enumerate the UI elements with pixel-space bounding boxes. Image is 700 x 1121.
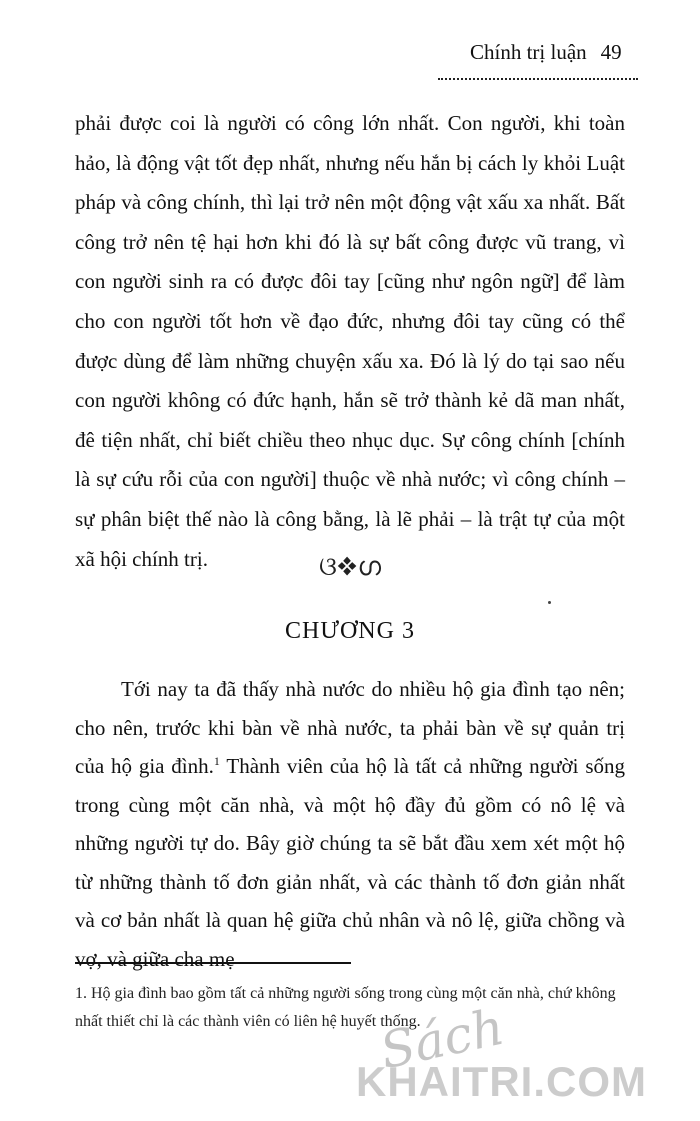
watermark-text: KHAITRI.COM (356, 1058, 647, 1105)
section-ornament: ଓ❖ഗ (319, 552, 381, 581)
chapter-paragraph (75, 670, 625, 978)
page-number: 49 (600, 40, 622, 64)
footnote (75, 980, 635, 1036)
chapter-heading: CHƯƠNG 3 (285, 618, 415, 644)
footnote-reference[interactable]: 1 (213, 754, 220, 768)
running-header (470, 40, 622, 65)
body-text (75, 104, 625, 579)
footnote-rule (75, 962, 351, 964)
continuation-paragraph: phải được coi là người có công lớn nhất. Con người, khi toàn hảo, là động vật tốt đẹp nhất, nhưng nếu hắn bị cách ly khỏi Luật pháp và công chính, thì lại trở nên một động vật xấu xa nhất. Bất công trở nên tệ hại hơn khi đó là sự bất công được vũ trang, vì con người sinh ra có được đôi tay [cũng như ngôn ngữ] để làm cho con người tốt hơn về đạo đức, nhưng đôi tay cũng có thể được dùng để làm những chuyện xấu xa. Đó là lý do tại sao nếu con người không có đức hạnh, hắn sẽ trở thành kẻ dã man nhất, đê tiện nhất, chỉ biết chiều theo nhục dục. Sự công chính [chính là sự cứu rỗi của con người] thuộc về nhà nước; vì công chính – sự phân biệt thế nào là công bằng, là lẽ phải – là trật tự của một xã hội chính trị. (75, 111, 625, 571)
chapter-paragraph-part2: Thành viên của hộ là tất cả những người sống trong cùng một căn nhà, và một hộ đầy đủ gồm có nô lệ và những người tự do. Bây giờ chúng ta sẽ bắt đầu xem xét một hộ từ những thành tố đơn giản nhất, và các thành tố đơn giản nhất và cơ bản nhất là quan hệ giữa chủ nhân và nô lệ, giữa chồng và vợ, và giữa cha mẹ (75, 754, 625, 971)
chapter-paragraph-part1: Tới nay ta đã thấy nhà nước do nhiều hộ gia đình tạo nên; cho nên, trước khi bàn về nhà nước, ta phải bàn về sự quản trị của hộ gia đình. (75, 677, 625, 778)
book-title: Chính trị luận (470, 40, 587, 64)
chapter-text (75, 670, 625, 978)
footnote-text: 1. Hộ gia đình bao gồm tất cả những người sống trong cùng một căn nhà, chứ không nhất thiết chỉ là các thành viên có liên hệ huyết thống. (75, 985, 616, 1030)
watermark-script: Sách (375, 997, 509, 1081)
speck-mark (548, 601, 551, 604)
header-dotted-rule (438, 78, 638, 80)
